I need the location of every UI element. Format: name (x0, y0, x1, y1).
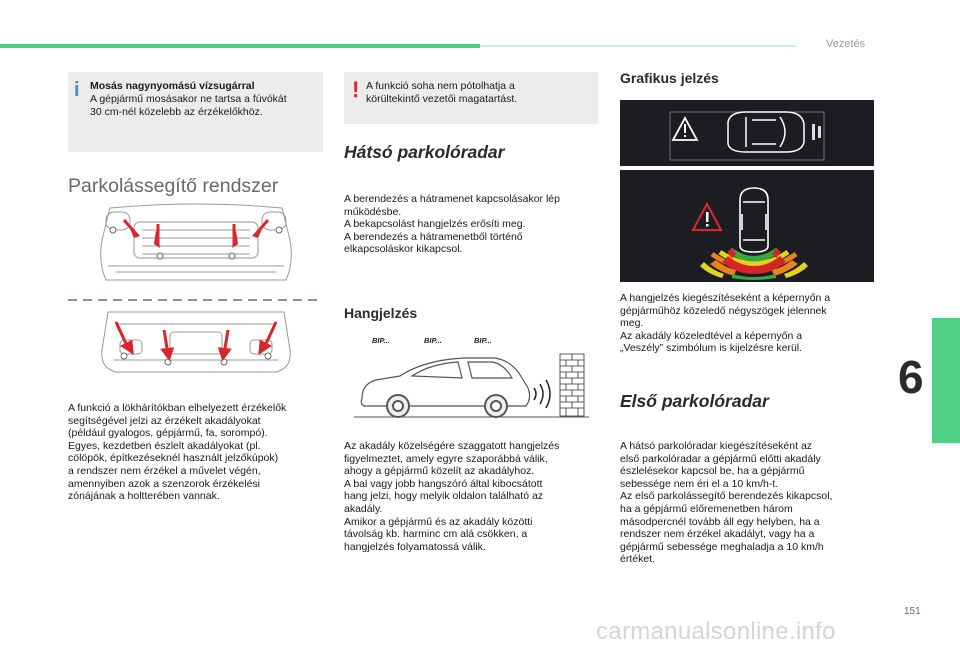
warning-icon: ! (352, 77, 360, 102)
display-screen-2 (620, 170, 874, 282)
bumper-sensors-illustration (68, 200, 323, 380)
front-bumper-drawing (101, 204, 292, 280)
sound-waves (534, 380, 550, 408)
watermark: carmanualsonline.info (596, 618, 836, 645)
front-sensor-arrows (124, 220, 268, 248)
page-number: 151 (904, 606, 921, 617)
chapter-tab (932, 318, 960, 443)
info-box-text: A gépjármű mosásakor ne tartsa a fúvókát 30 cm-nél közelebb az érzékelőkhöz. (90, 93, 287, 118)
header-accent-bar (0, 44, 480, 48)
graphic-display-text: A hangjelzés kiegészítéseként a képernyőn a gépjárműhöz közeledő négyszögek jelennek meg. Az akadály közeledtével a képernyőn a „Veszély” szimbólum is kijelzésre kerül. (620, 292, 831, 355)
heading-front-radar: Első parkolóradar (620, 391, 769, 411)
car-obstacle-illustration (354, 350, 589, 422)
beep-label-2: BIP... (424, 336, 442, 345)
warning-box-text: A funkció soha nem pótolhatja a körültekintő vezetői magatartást. (366, 80, 518, 105)
sound-text: Az akadály közelségére szaggatott hangjelzés figyelmeztet, amely egyre szaporábbá válik, ahogy a gépjármű közelít az akadályhoz. A bal vagy jobb hangszóró által kibocsátott hang jelzi, hogy melyik oldalon található az akadály. Amikor a gépjármű és az akadály közötti távolság kb. harminc cm alá csökken, a hangjelzés folyamatossá válik. (344, 440, 560, 553)
header-accent-bar-light (480, 45, 796, 47)
info-icon: i (74, 79, 80, 101)
info-box-title: Mosás nagynyomású vízsugárral (90, 80, 255, 92)
rear-sensors (121, 353, 271, 365)
brick-wall (560, 354, 584, 416)
front-radar-text: A hátsó parkolóradar kiegészítéseként az első parkolóradar a gépjármű előtti akadály észlelésekor kapcsol be, ha a gépjármű sebessége nem éri el a 10 km/h-t. Az első parkolássegítő berendezés kikapcsol, ha a gépjármű előremenetben három másodpercnél tovább áll egy helyben, ha a rendszer nem érzékel akadályt, vagy ha a gépjármű sebessége meghaladja a 10 km/h értéket. (620, 440, 833, 566)
rear-radar-text: A berendezés a hátramenet kapcsolásakor lép működésbe. A bekapcsolást hangjelzés erősíti meg. A berendezés a hátramenetből történő elkapcsoláskor kikapcsol. (344, 193, 560, 256)
beep-label-3: BIP... (474, 336, 492, 345)
chapter-number: 6 (898, 351, 924, 403)
info-box (68, 72, 323, 152)
heading-sound: Hangjelzés (344, 305, 418, 321)
section-label: Vezetés (826, 38, 866, 50)
parking-assist-text: A funkció a lökhárítókban elhelyezett érzékelők segítségével jelzi az érzékelt akadályokat (például gyalogos, gépjármű, fa, sorompó). Egyes, kezdetben észlelt akadályokat (pl. cölöpök, építkezéseknél használt jelzőkúpok) a rendszer nem érzékel a művelet végén, amennyiben azok a szenzorok érzékelési zónájának a holtterében vannak. (68, 402, 287, 503)
display-screen-1 (620, 100, 874, 166)
heading-rear-radar: Hátsó parkolóradar (344, 142, 505, 162)
warning-box (344, 72, 598, 124)
beep-label-1: BIP... (372, 336, 390, 345)
heading-graphic-display: Grafikus jelzés (620, 70, 719, 86)
heading-parking-assist: Parkolássegítő rendszer (68, 175, 279, 197)
